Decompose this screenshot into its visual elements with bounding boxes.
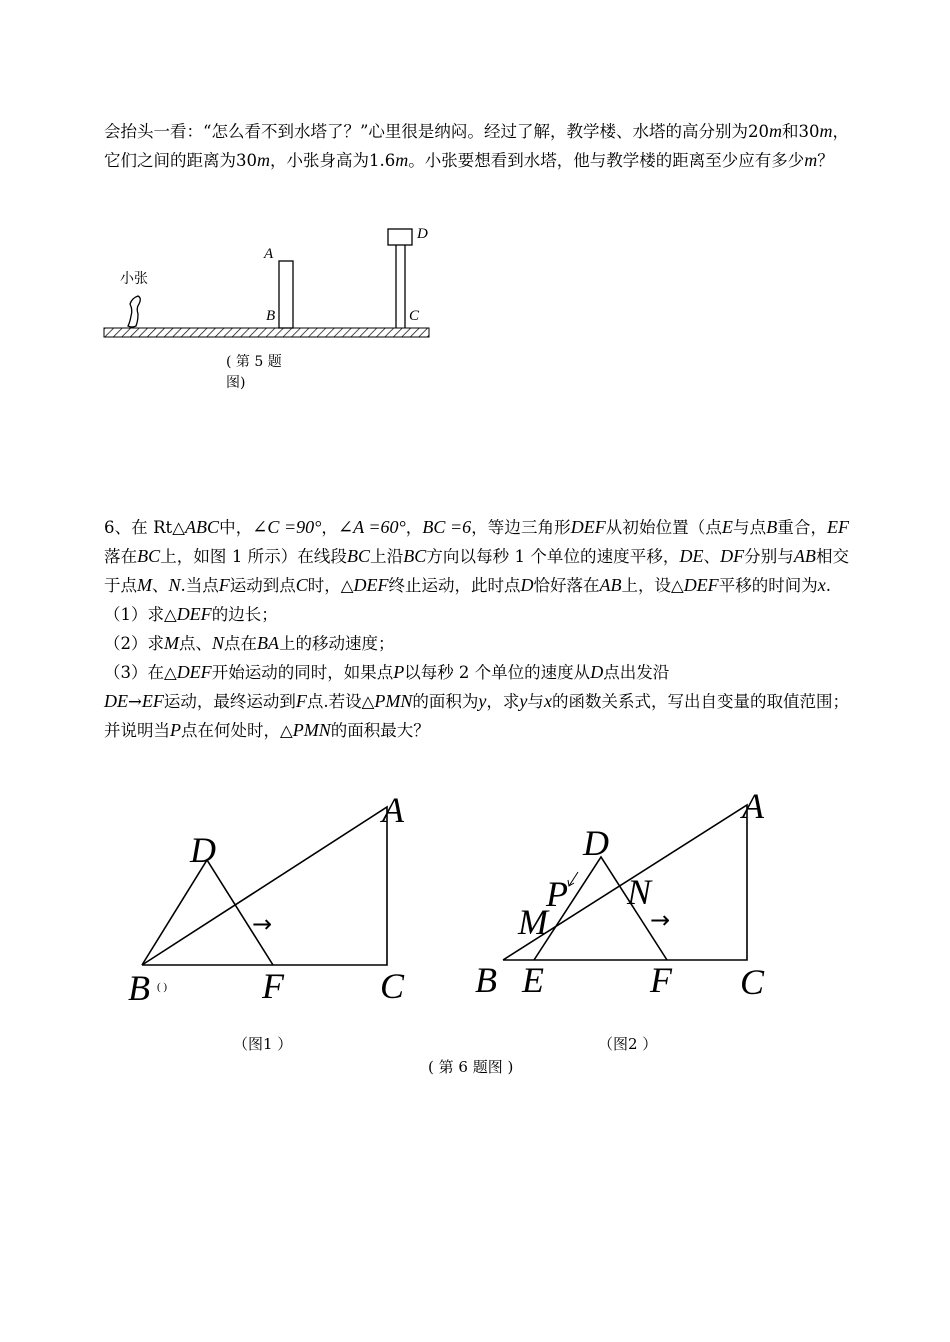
fig2-label-B: B xyxy=(475,960,497,1000)
fig1-direction-arrow: → xyxy=(252,910,273,938)
fig1-label-A: A xyxy=(382,790,404,830)
fig2-label-E: E xyxy=(522,960,544,1000)
person-xiaozhang xyxy=(128,296,140,327)
fig1-label-D: D xyxy=(190,830,216,870)
fig1-label-C: C xyxy=(380,966,405,1006)
label-B: B xyxy=(266,308,276,324)
fig1-mark: ( ) xyxy=(157,981,168,993)
person-label: 小张 xyxy=(120,271,148,287)
ground xyxy=(104,328,429,337)
q6-figure-2 xyxy=(470,780,810,1020)
q5-figure xyxy=(0,0,950,420)
q6-subquestion-2: （2）求M点、N点在BA上的移动速度； xyxy=(104,633,395,653)
q6-subquestion-1: （1）求△DEF的边长； xyxy=(104,604,278,624)
q5-caption-line1: ( 第 5 题 xyxy=(226,354,282,370)
fig2-label-D: D xyxy=(583,823,609,863)
fig2-label-M: M xyxy=(518,902,548,942)
q6-paragraph-1: 6、在 Rt△ABC中，∠C =90°，∠A =60°，BC =6，等边三角形DEF从初始位置（点E与点B重合，EF落在BC上，如图 1 所示）在线段BC上沿BC方向以每秒 1 个单位的速度平移，DE、DF分别与AB相交于点M、N.当点F运动到点C时，△DEF终止运动，此时点D恰好落在AB上，设△DEF平移的时间为x. xyxy=(104,517,850,595)
q6-text xyxy=(104,513,849,745)
fig1-caption: （图1 ） xyxy=(233,1035,293,1053)
label-A: A xyxy=(264,246,274,262)
triangle-ABC-fig1 xyxy=(142,807,387,965)
q5-caption-line2: 图) xyxy=(226,375,246,391)
fig2-caption: （图2 ） xyxy=(598,1035,658,1053)
q5-paragraph: 会抬头一看：“怎么看不到水塔了？”心里很是纳闷。经过了解，教学楼、水塔的高分别为20m和30m，它们之间的距离为30m，小张身高为1.6m。小张要想看到水塔，他与教学楼的距离至少应有多少m？ xyxy=(104,121,850,170)
q6-subquestion-3: （3）在△DEF开始运动的同时，如果点P以每秒 2 个单位的速度从D点出发沿 DE→EF运动，最终运动到F点.若设△PMN的面积为y，求y与x的函数关系式，写出自变量的取值范围；并说明当P点在何处时，△PMN的面积最大？ xyxy=(104,662,850,740)
fig2-label-P: P xyxy=(546,874,568,914)
fig1-label-F: F xyxy=(262,966,284,1006)
fig1-label-B: B xyxy=(128,968,150,1008)
q6-caption: ( 第 6 题图 ) xyxy=(428,1058,514,1076)
fig2-P-arrow xyxy=(569,872,578,886)
fig2-direction-arrow: → xyxy=(650,906,671,934)
fig2-label-C: C xyxy=(740,962,765,1002)
teaching-building xyxy=(279,261,293,328)
fig2-label-N: N xyxy=(627,872,652,912)
water-tower-tank xyxy=(388,229,412,245)
label-C: C xyxy=(409,308,420,324)
q6-figure-1 xyxy=(100,780,440,1020)
label-D: D xyxy=(417,226,428,242)
fig2-label-F: F xyxy=(650,960,672,1000)
fig2-label-A: A xyxy=(742,786,764,826)
